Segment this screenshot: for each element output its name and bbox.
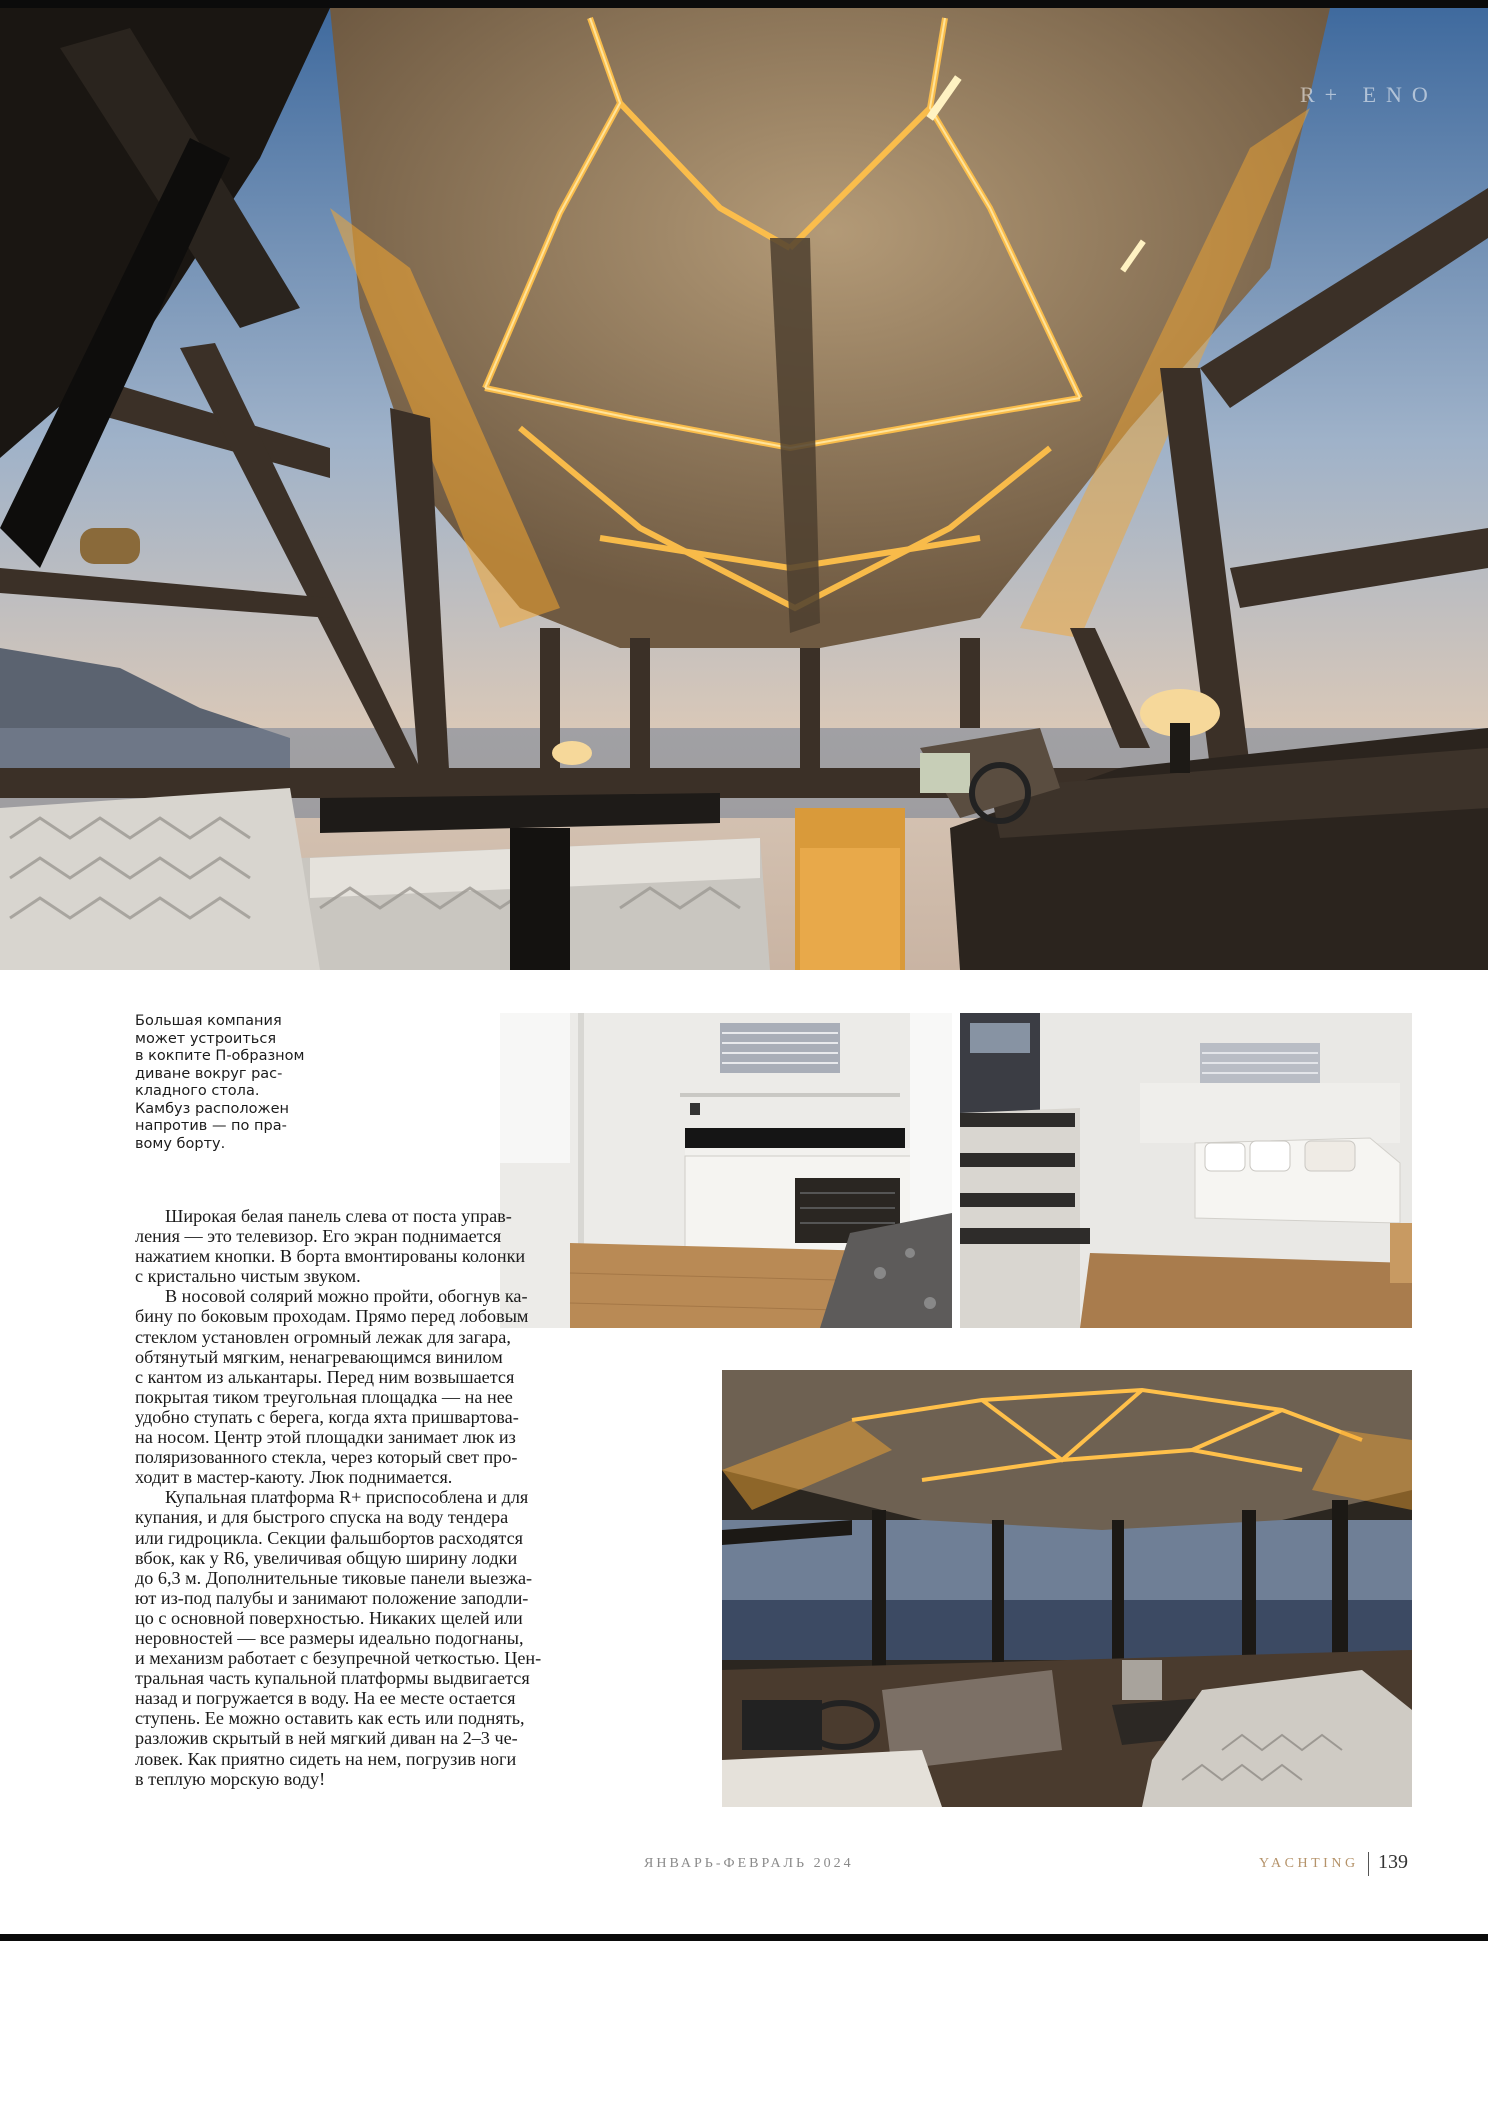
caption-line: напротив — по пра- xyxy=(135,1118,287,1134)
hero-photo-salon-ceiling xyxy=(0,8,1488,970)
caption-line: диване вокруг рас- xyxy=(135,1065,283,1082)
caption-line: Большая компания xyxy=(135,1013,282,1029)
bottom-border xyxy=(0,1934,1488,1941)
body-line: ления — это телевизор. Его экран поднимается xyxy=(135,1226,502,1247)
body-line: Купальная платформа R+ приспособлена и для xyxy=(165,1487,529,1508)
body-line: нажатием кнопки. В борта вмонтированы колонки xyxy=(135,1246,526,1267)
body-line: бину по боковым проходам. Прямо перед лобовым xyxy=(135,1306,529,1327)
body-line: ют из-под палубы и занимают положение заподли- xyxy=(135,1587,529,1608)
body-line: назад и погружается в воду. На ее месте остается xyxy=(135,1688,516,1709)
body-line: с кристально чистым звуком. xyxy=(135,1266,361,1287)
photo-cabin-steps xyxy=(960,1013,1412,1328)
body-line: покрытая тиком треугольная площадка — на нее xyxy=(135,1386,513,1407)
body-line: тральная часть купальной платформы выдвигается xyxy=(135,1668,530,1689)
body-line: ловек. Как приятно сидеть на нем, погрузив ноги xyxy=(135,1748,517,1769)
body-line: В носовой солярий можно пройти, обогнув ка- xyxy=(165,1286,528,1307)
body-line: ступень. Ее можно оставить как есть или поднять, xyxy=(135,1708,525,1729)
watermark-text: R+ ENO xyxy=(1300,82,1438,107)
photo-salon-interior xyxy=(722,1370,1412,1807)
photo-galley xyxy=(500,1013,952,1328)
body-line: в теплую морскую воду! xyxy=(135,1768,326,1789)
footer-divider xyxy=(1368,1852,1369,1876)
body-line: на носом. Центр этой площадки занимает люк из xyxy=(135,1427,516,1448)
body-line: удобно ступать с берега, когда яхта пришвартова- xyxy=(135,1406,519,1427)
body-line: до 6,3 м. Дополнительные тиковые панели выезжа- xyxy=(135,1567,533,1588)
body-line: неровностей — все размеры идеально подогнаны, xyxy=(135,1627,524,1648)
body-line: с кантом из алькантары. Перед ним возвышается xyxy=(135,1366,515,1387)
article-body xyxy=(135,1206,543,1789)
issue-date: ЯНВАРЬ-ФЕВРАЛЬ 2024 xyxy=(644,1856,854,1871)
body-line: или гидроцикла. Секции фальшбортов расходятся xyxy=(135,1527,524,1548)
body-line: ходит в мастер-каюту. Люк поднимается. xyxy=(135,1467,453,1488)
body-line: цо с основной поверхностью. Никаких щелей или xyxy=(135,1607,523,1628)
top-border xyxy=(0,0,1488,8)
caption-line: Камбуз расположен xyxy=(135,1100,289,1117)
photo-caption xyxy=(135,1013,320,1153)
caption-line: в кокпите П-образном xyxy=(135,1048,305,1064)
caption-line: может устроиться xyxy=(135,1030,277,1047)
magazine-name: YACHTING xyxy=(1259,1856,1359,1871)
body-line: поляризованного стекла, через который свет про- xyxy=(135,1447,518,1468)
body-line: купания, и для быстрого спуска на воду тендера xyxy=(135,1507,509,1528)
body-line: обтянутый мягким, ненагревающимся винилом xyxy=(135,1346,503,1367)
body-line: стеклом установлен огромный лежак для загара, xyxy=(135,1326,511,1347)
body-line: вбок, как у R6, увеличивая общую ширину лодки xyxy=(135,1547,518,1568)
body-line: Широкая белая панель слева от поста управ- xyxy=(165,1206,512,1226)
page-number: 139 xyxy=(1378,1851,1408,1873)
caption-line: вому борту. xyxy=(135,1135,226,1152)
body-line: разложив скрытый в ней мягкий диван на 2–3 че- xyxy=(135,1728,518,1749)
caption-line: кладного стола. xyxy=(135,1083,260,1099)
body-line: и механизм работает с безупречной четкостью. Цен- xyxy=(135,1648,542,1669)
